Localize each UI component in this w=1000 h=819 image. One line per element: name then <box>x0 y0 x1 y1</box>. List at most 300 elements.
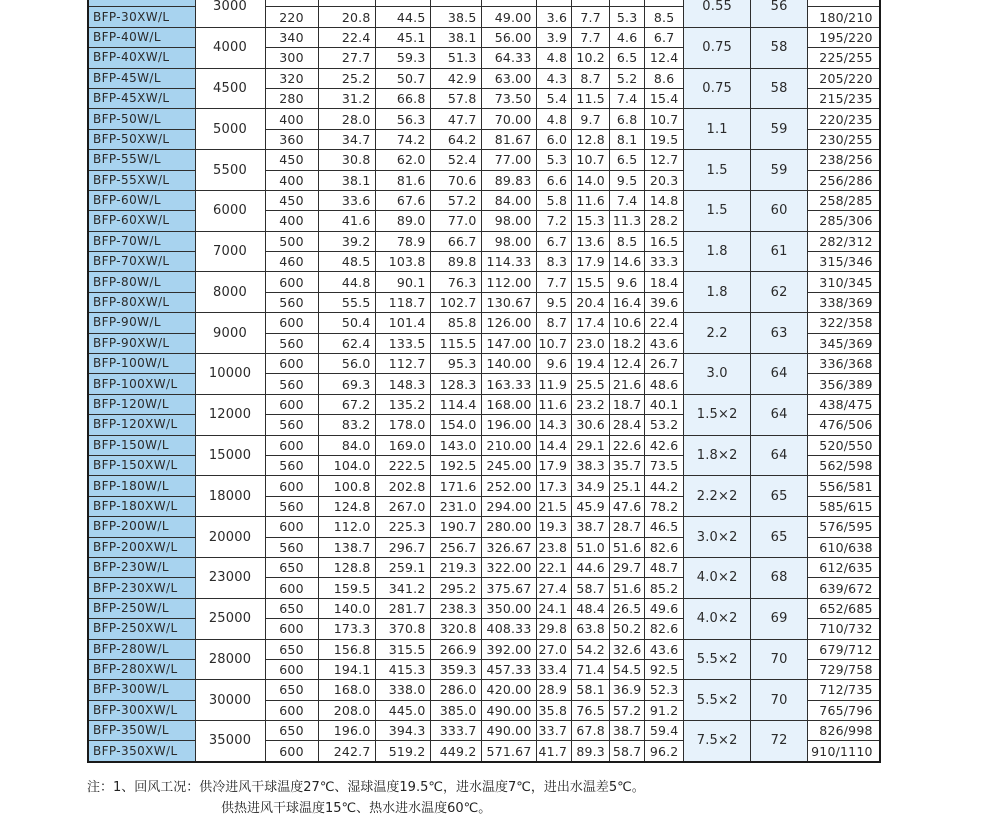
weight-cell: 180/210 <box>808 7 880 27</box>
value-cell: 101.4 <box>375 313 430 333</box>
value-cell: 25.5 <box>572 374 610 394</box>
value-cell: 143.0 <box>430 435 481 455</box>
value-cell: 6.7 <box>536 231 572 251</box>
value-cell: 490.00 <box>481 721 536 741</box>
value-cell <box>645 0 684 7</box>
value-cell: 560 <box>265 292 318 312</box>
model-cell: BFP-45W/L <box>88 68 195 88</box>
value-cell: 4.8 <box>536 109 572 129</box>
noise-cell: 70 <box>751 639 808 680</box>
value-cell: 133.5 <box>375 333 430 353</box>
weight-cell: 710/732 <box>808 619 880 639</box>
value-cell: 118.7 <box>375 292 430 312</box>
value-cell: 222.5 <box>375 455 430 475</box>
value-cell: 33.3 <box>645 252 684 272</box>
value-cell: 490.00 <box>481 700 536 720</box>
value-cell: 38.7 <box>572 517 610 537</box>
value-cell: 600 <box>265 354 318 374</box>
capacity-cell: 6000 <box>195 190 265 231</box>
value-cell: 14.6 <box>610 252 645 272</box>
model-cell: BFP-180XW/L <box>88 496 195 516</box>
value-cell: 48.4 <box>572 598 610 618</box>
value-cell: 10.7 <box>536 333 572 353</box>
value-cell: 70.00 <box>481 109 536 129</box>
value-cell: 140.00 <box>481 354 536 374</box>
value-cell: 66.7 <box>430 231 481 251</box>
value-cell: 115.5 <box>430 333 481 353</box>
value-cell: 14.8 <box>645 190 684 210</box>
value-cell: 21.6 <box>610 374 645 394</box>
value-cell: 400 <box>265 211 318 231</box>
model-cell: BFP-230XW/L <box>88 578 195 598</box>
table-row <box>88 150 880 170</box>
value-cell: 156.8 <box>318 639 375 659</box>
value-cell <box>265 0 318 7</box>
value-cell: 51.0 <box>572 537 610 557</box>
weight-cell: 238/256 <box>808 150 880 170</box>
weight-cell: 729/758 <box>808 659 880 679</box>
table-row <box>88 476 880 496</box>
value-cell: 91.2 <box>645 700 684 720</box>
value-cell: 15.3 <box>572 211 610 231</box>
value-cell: 78.9 <box>375 231 430 251</box>
value-cell: 238.3 <box>430 598 481 618</box>
value-cell: 252.00 <box>481 476 536 496</box>
weight-cell: 205/220 <box>808 68 880 88</box>
value-cell: 27.0 <box>536 639 572 659</box>
value-cell: 449.2 <box>430 741 481 762</box>
value-cell: 320.8 <box>430 619 481 639</box>
motor-power-cell: 5.5×2 <box>684 639 751 680</box>
weight-cell: 345/369 <box>808 333 880 353</box>
value-cell: 9.7 <box>572 109 610 129</box>
value-cell: 375.67 <box>481 578 536 598</box>
value-cell: 50.4 <box>318 313 375 333</box>
value-cell: 7.7 <box>536 272 572 292</box>
weight-cell: 285/306 <box>808 211 880 231</box>
value-cell: 49.00 <box>481 7 536 27</box>
value-cell: 10.6 <box>610 313 645 333</box>
table-row <box>88 109 880 129</box>
value-cell: 44.6 <box>572 557 610 577</box>
value-cell: 36.9 <box>610 680 645 700</box>
value-cell: 6.5 <box>610 48 645 68</box>
value-cell: 231.0 <box>430 496 481 516</box>
value-cell: 22.1 <box>536 557 572 577</box>
motor-power-cell: 5.5×2 <box>684 680 751 721</box>
noise-cell: 65 <box>751 476 808 517</box>
value-cell: 20.8 <box>318 7 375 27</box>
value-cell: 600 <box>265 476 318 496</box>
value-cell: 4.6 <box>610 27 645 47</box>
value-cell: 370.8 <box>375 619 430 639</box>
value-cell: 112.7 <box>375 354 430 374</box>
value-cell: 219.3 <box>430 557 481 577</box>
motor-power-cell: 1.8×2 <box>684 435 751 476</box>
model-cell: BFP-70W/L <box>88 231 195 251</box>
value-cell: 600 <box>265 313 318 333</box>
value-cell: 148.3 <box>375 374 430 394</box>
value-cell: 9.5 <box>610 170 645 190</box>
model-cell: BFP-90XW/L <box>88 333 195 353</box>
value-cell: 225.3 <box>375 517 430 537</box>
model-cell: BFP-180W/L <box>88 476 195 496</box>
value-cell: 196.0 <box>318 721 375 741</box>
value-cell: 519.2 <box>375 741 430 762</box>
value-cell: 650 <box>265 557 318 577</box>
value-cell: 59.4 <box>645 721 684 741</box>
value-cell: 71.4 <box>572 659 610 679</box>
weight-cell: 195/220 <box>808 27 880 47</box>
value-cell: 92.5 <box>645 659 684 679</box>
noise-cell: 56 <box>751 0 808 27</box>
value-cell: 38.5 <box>430 7 481 27</box>
value-cell: 280.00 <box>481 517 536 537</box>
weight-cell: 910/1110 <box>808 741 880 762</box>
value-cell: 138.7 <box>318 537 375 557</box>
value-cell: 54.5 <box>610 659 645 679</box>
value-cell: 84.00 <box>481 190 536 210</box>
value-cell: 51.6 <box>610 578 645 598</box>
model-cell: BFP-300W/L <box>88 680 195 700</box>
capacity-cell: 20000 <box>195 517 265 558</box>
table-row <box>88 27 880 47</box>
value-cell: 171.6 <box>430 476 481 496</box>
weight-cell: 338/369 <box>808 292 880 312</box>
value-cell: 359.3 <box>430 659 481 679</box>
value-cell: 445.0 <box>375 700 430 720</box>
value-cell: 392.00 <box>481 639 536 659</box>
value-cell: 6.5 <box>610 150 645 170</box>
capacity-cell: 9000 <box>195 313 265 354</box>
value-cell: 14.3 <box>536 415 572 435</box>
value-cell: 7.7 <box>572 27 610 47</box>
model-cell: BFP-280XW/L <box>88 659 195 679</box>
value-cell: 4.8 <box>536 48 572 68</box>
value-cell: 147.00 <box>481 333 536 353</box>
value-cell: 12.4 <box>610 354 645 374</box>
table-row <box>88 680 880 700</box>
value-cell: 17.9 <box>536 455 572 475</box>
model-cell: BFP-350W/L <box>88 721 195 741</box>
value-cell: 600 <box>265 272 318 292</box>
value-cell: 33.7 <box>536 721 572 741</box>
value-cell: 52.3 <box>645 680 684 700</box>
value-cell: 59.3 <box>375 48 430 68</box>
value-cell: 48.5 <box>318 252 375 272</box>
value-cell: 38.3 <box>572 455 610 475</box>
capacity-cell: 12000 <box>195 394 265 435</box>
value-cell: 16.4 <box>610 292 645 312</box>
value-cell: 210.00 <box>481 435 536 455</box>
value-cell: 82.6 <box>645 537 684 557</box>
value-cell: 17.4 <box>572 313 610 333</box>
weight-cell: 225/255 <box>808 48 880 68</box>
value-cell: 159.5 <box>318 578 375 598</box>
value-cell: 7.4 <box>610 190 645 210</box>
value-cell: 169.0 <box>375 435 430 455</box>
motor-power-cell: 1.8 <box>684 272 751 313</box>
value-cell: 10.2 <box>572 48 610 68</box>
noise-cell: 68 <box>751 557 808 598</box>
value-cell: 7.7 <box>572 7 610 27</box>
model-cell: BFP-100W/L <box>88 354 195 374</box>
value-cell: 23.2 <box>572 394 610 414</box>
value-cell: 18.2 <box>610 333 645 353</box>
value-cell <box>610 0 645 7</box>
model-cell: BFP-250W/L <box>88 598 195 618</box>
value-cell: 571.67 <box>481 741 536 762</box>
value-cell: 25.2 <box>318 68 375 88</box>
value-cell: 47.6 <box>610 496 645 516</box>
value-cell: 5.4 <box>536 88 572 108</box>
model-cell: BFP-250XW/L <box>88 619 195 639</box>
value-cell: 26.5 <box>610 598 645 618</box>
value-cell: 62.0 <box>375 150 430 170</box>
value-cell: 11.6 <box>536 394 572 414</box>
table-row <box>88 435 880 455</box>
model-cell: BFP-90W/L <box>88 313 195 333</box>
value-cell: 23.8 <box>536 537 572 557</box>
value-cell: 4.3 <box>536 68 572 88</box>
noise-cell: 63 <box>751 313 808 354</box>
weight-cell: 230/255 <box>808 129 880 149</box>
value-cell: 114.4 <box>430 394 481 414</box>
weight-cell: 356/389 <box>808 374 880 394</box>
value-cell: 33.6 <box>318 190 375 210</box>
value-cell: 48.7 <box>645 557 684 577</box>
motor-power-cell: 1.5 <box>684 190 751 231</box>
value-cell: 52.4 <box>430 150 481 170</box>
value-cell: 42.9 <box>430 68 481 88</box>
model-cell: BFP-55W/L <box>88 150 195 170</box>
value-cell: 67.6 <box>375 190 430 210</box>
value-cell: 408.33 <box>481 619 536 639</box>
value-cell: 63.00 <box>481 68 536 88</box>
value-cell: 196.00 <box>481 415 536 435</box>
value-cell: 66.8 <box>375 88 430 108</box>
capacity-cell: 30000 <box>195 680 265 721</box>
value-cell: 296.7 <box>375 537 430 557</box>
capacity-cell: 15000 <box>195 435 265 476</box>
value-cell: 28.7 <box>610 517 645 537</box>
value-cell: 6.8 <box>610 109 645 129</box>
value-cell: 11.5 <box>572 88 610 108</box>
value-cell: 220 <box>265 7 318 27</box>
value-cell: 322.00 <box>481 557 536 577</box>
model-cell: BFP-200W/L <box>88 517 195 537</box>
value-cell: 300 <box>265 48 318 68</box>
value-cell: 245.00 <box>481 455 536 475</box>
motor-power-cell: 1.8 <box>684 231 751 272</box>
weight-cell: 256/286 <box>808 170 880 190</box>
capacity-cell: 28000 <box>195 639 265 680</box>
weight-cell: 520/550 <box>808 435 880 455</box>
value-cell: 7.4 <box>610 88 645 108</box>
value-cell: 55.5 <box>318 292 375 312</box>
value-cell: 16.5 <box>645 231 684 251</box>
value-cell: 45.1 <box>375 27 430 47</box>
value-cell: 98.00 <box>481 231 536 251</box>
value-cell: 77.00 <box>481 150 536 170</box>
value-cell: 23.0 <box>572 333 610 353</box>
value-cell: 8.5 <box>645 7 684 27</box>
value-cell: 78.2 <box>645 496 684 516</box>
noise-cell: 61 <box>751 231 808 272</box>
value-cell: 135.2 <box>375 394 430 414</box>
noise-cell: 72 <box>751 721 808 762</box>
value-cell: 600 <box>265 741 318 762</box>
value-cell: 126.00 <box>481 313 536 333</box>
model-cell: BFP-45XW/L <box>88 88 195 108</box>
motor-power-cell: 1.5×2 <box>684 394 751 435</box>
value-cell: 19.3 <box>536 517 572 537</box>
capacity-cell: 5000 <box>195 109 265 150</box>
value-cell: 266.9 <box>430 639 481 659</box>
value-cell: 12.7 <box>645 150 684 170</box>
weight-cell: 639/672 <box>808 578 880 598</box>
motor-power-cell: 1.5 <box>684 150 751 191</box>
value-cell: 81.6 <box>375 170 430 190</box>
notes-block <box>87 777 645 819</box>
value-cell: 385.0 <box>430 700 481 720</box>
noise-cell: 65 <box>751 517 808 558</box>
value-cell: 56.0 <box>318 354 375 374</box>
value-cell: 18.7 <box>610 394 645 414</box>
value-cell: 89.3 <box>572 741 610 762</box>
value-cell: 112.0 <box>318 517 375 537</box>
value-cell: 9.6 <box>536 354 572 374</box>
model-cell <box>88 0 195 7</box>
model-cell: BFP-150XW/L <box>88 455 195 475</box>
value-cell: 15.5 <box>572 272 610 292</box>
value-cell: 67.8 <box>572 721 610 741</box>
capacity-cell: 4500 <box>195 68 265 109</box>
noise-cell: 69 <box>751 598 808 639</box>
value-cell: 3.9 <box>536 27 572 47</box>
value-cell: 35.7 <box>610 455 645 475</box>
value-cell: 6.7 <box>645 27 684 47</box>
model-cell: BFP-40W/L <box>88 27 195 47</box>
spec-table-wrapper <box>87 0 881 763</box>
weight-cell: 215/235 <box>808 88 880 108</box>
value-cell: 560 <box>265 537 318 557</box>
value-cell: 13.6 <box>572 231 610 251</box>
weight-cell: 258/285 <box>808 190 880 210</box>
weight-cell: 556/581 <box>808 476 880 496</box>
table-row <box>88 639 880 659</box>
value-cell: 20.4 <box>572 292 610 312</box>
motor-power-cell: 7.5×2 <box>684 721 751 762</box>
value-cell: 560 <box>265 415 318 435</box>
weight-cell: 612/635 <box>808 557 880 577</box>
value-cell: 34.7 <box>318 129 375 149</box>
note-line-1: 注：1、回风工况：供冷进风干球温度27℃、湿球温度19.5℃，进水温度7℃，进出水温差5℃。 <box>87 780 645 795</box>
value-cell: 286.0 <box>430 680 481 700</box>
value-cell: 341.2 <box>375 578 430 598</box>
value-cell: 600 <box>265 619 318 639</box>
value-cell: 49.6 <box>645 598 684 618</box>
value-cell: 163.33 <box>481 374 536 394</box>
value-cell: 28.2 <box>645 211 684 231</box>
value-cell: 450 <box>265 150 318 170</box>
value-cell: 48.6 <box>645 374 684 394</box>
value-cell: 29.7 <box>610 557 645 577</box>
value-cell: 70.6 <box>430 170 481 190</box>
value-cell: 25.1 <box>610 476 645 496</box>
weight-cell: 220/235 <box>808 109 880 129</box>
value-cell: 457.33 <box>481 659 536 679</box>
value-cell: 5.3 <box>610 7 645 27</box>
value-cell: 27.4 <box>536 578 572 598</box>
value-cell: 82.6 <box>645 619 684 639</box>
value-cell: 17.3 <box>536 476 572 496</box>
noise-cell: 60 <box>751 190 808 231</box>
value-cell <box>536 0 572 7</box>
value-cell: 57.8 <box>430 88 481 108</box>
value-cell: 7.2 <box>536 211 572 231</box>
value-cell: 89.83 <box>481 170 536 190</box>
value-cell: 5.3 <box>536 150 572 170</box>
value-cell: 194.1 <box>318 659 375 679</box>
value-cell: 600 <box>265 394 318 414</box>
motor-power-cell: 4.0×2 <box>684 598 751 639</box>
model-cell: BFP-70XW/L <box>88 252 195 272</box>
model-cell: BFP-350XW/L <box>88 741 195 762</box>
capacity-cell: 10000 <box>195 354 265 395</box>
motor-power-cell: 0.75 <box>684 27 751 68</box>
value-cell <box>572 0 610 7</box>
value-cell: 650 <box>265 598 318 618</box>
value-cell: 600 <box>265 659 318 679</box>
value-cell <box>318 0 375 7</box>
table-row <box>88 272 880 292</box>
value-cell: 38.1 <box>318 170 375 190</box>
value-cell: 96.2 <box>645 741 684 762</box>
value-cell: 650 <box>265 639 318 659</box>
value-cell: 202.8 <box>375 476 430 496</box>
table-row <box>88 557 880 577</box>
value-cell: 41.6 <box>318 211 375 231</box>
motor-power-cell: 3.0 <box>684 354 751 395</box>
value-cell: 56.3 <box>375 109 430 129</box>
value-cell: 168.00 <box>481 394 536 414</box>
table-row <box>88 68 880 88</box>
model-cell: BFP-100XW/L <box>88 374 195 394</box>
value-cell: 650 <box>265 721 318 741</box>
value-cell: 85.2 <box>645 578 684 598</box>
model-cell: BFP-200XW/L <box>88 537 195 557</box>
value-cell: 39.6 <box>645 292 684 312</box>
motor-power-cell: 4.0×2 <box>684 557 751 598</box>
value-cell: 33.4 <box>536 659 572 679</box>
model-cell: BFP-280W/L <box>88 639 195 659</box>
value-cell: 600 <box>265 700 318 720</box>
value-cell: 360 <box>265 129 318 149</box>
model-cell: BFP-30XW/L <box>88 7 195 27</box>
weight-cell: 310/345 <box>808 272 880 292</box>
spec-table <box>87 0 881 763</box>
table-row <box>88 190 880 210</box>
weight-cell: 610/638 <box>808 537 880 557</box>
table-row <box>88 598 880 618</box>
value-cell: 600 <box>265 517 318 537</box>
weight-cell: 438/475 <box>808 394 880 414</box>
value-cell: 280 <box>265 88 318 108</box>
value-cell: 500 <box>265 231 318 251</box>
model-cell: BFP-60XW/L <box>88 211 195 231</box>
weight-cell: 562/598 <box>808 455 880 475</box>
